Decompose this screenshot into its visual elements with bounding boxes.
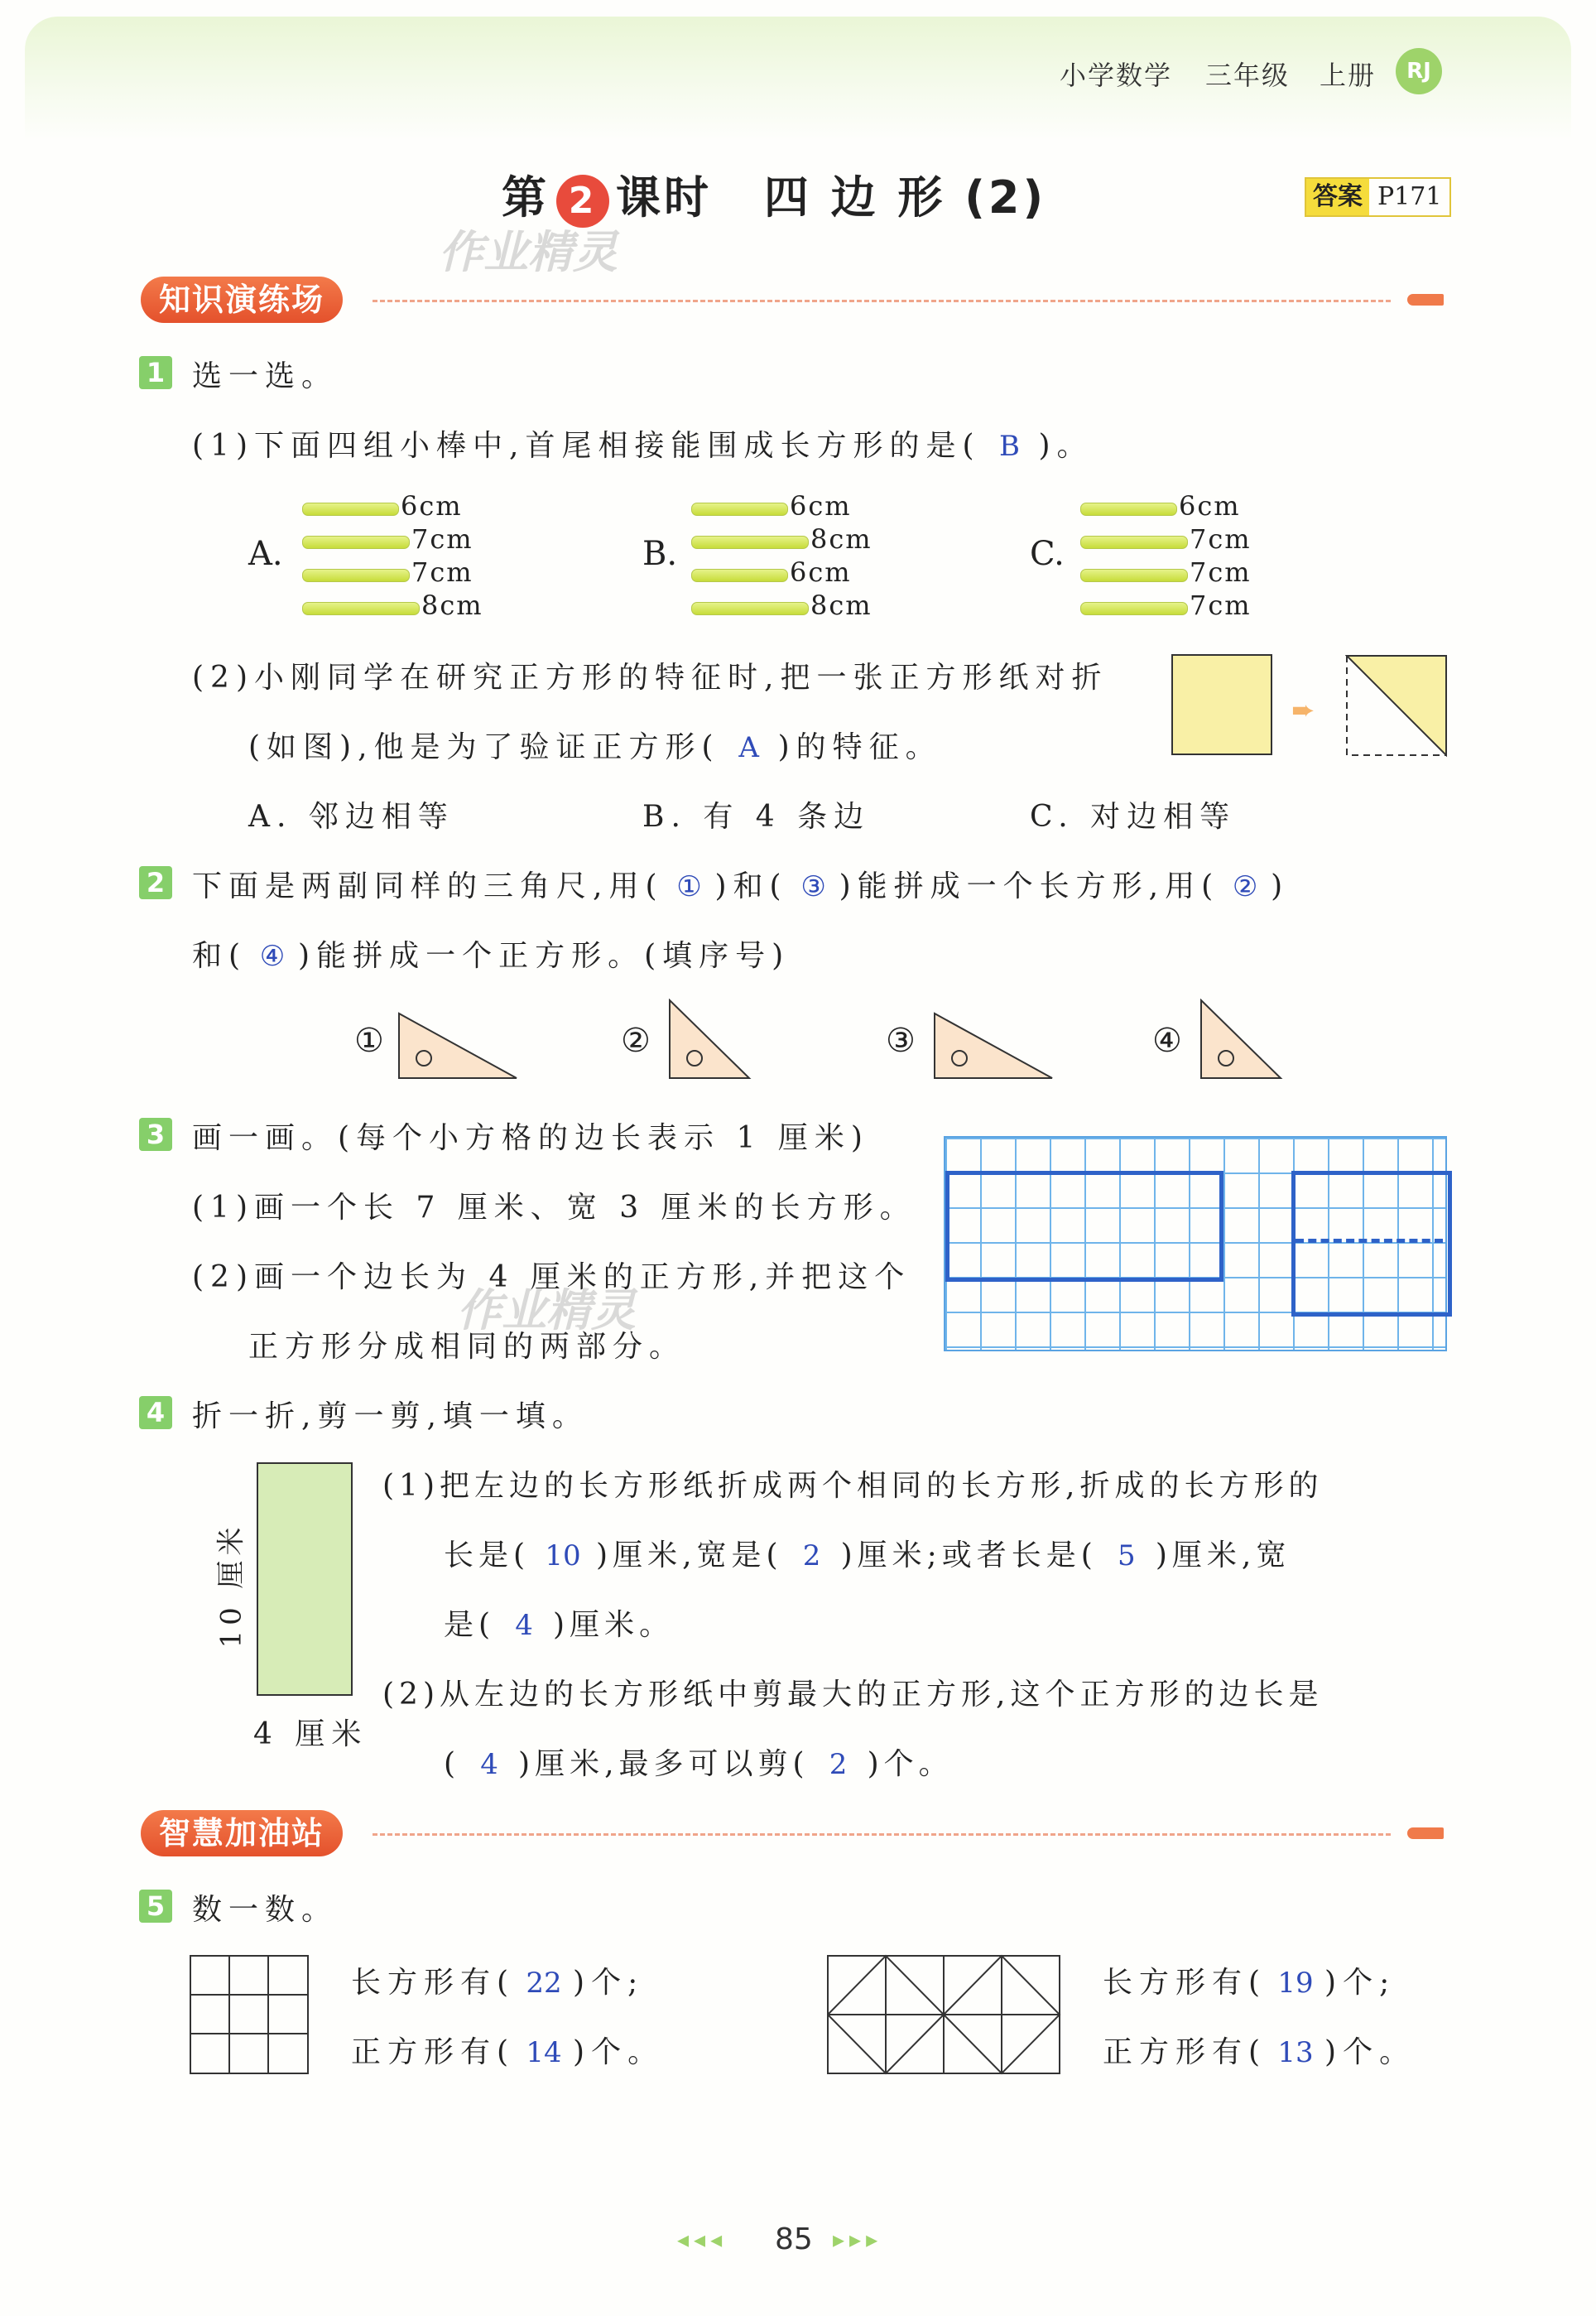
drawn-square — [1291, 1171, 1452, 1317]
answer-value: A — [738, 731, 759, 764]
stick-length: 7cm — [1190, 523, 1252, 555]
stick-length: 7cm — [411, 523, 474, 555]
q4-part2-line2: ( 4 )厘米,最多可以剪( 2 )个。 — [444, 1747, 954, 1781]
option-label-b: B. — [642, 535, 678, 573]
q5-left-square: 正方形有( 14 )个。 — [351, 2035, 665, 2069]
answer-page: P171 — [1377, 182, 1442, 211]
triangle-label: ① — [354, 1022, 384, 1060]
answer-value: 2 — [829, 1748, 848, 1781]
side-length-label-wrap — [207, 1522, 257, 1649]
answer-value: 4 — [515, 1609, 533, 1642]
triangle-label: ② — [621, 1022, 651, 1060]
stick-length: 8cm — [421, 590, 483, 621]
choice-a: A. 邻边相等 — [248, 800, 454, 834]
question-number: 4 — [139, 1396, 172, 1429]
q3-stem: 画一画。(每个小方格的边长表示 1 厘米) — [192, 1121, 869, 1155]
section-tab-bonus: 智慧加油站 — [141, 1810, 343, 1856]
right-arrows-icon: ▸▸▸ — [833, 2226, 883, 2253]
q2-line2: 和( ④ )能拼成一个正方形。(填序号) — [192, 939, 791, 973]
stick-length: 6cm — [790, 556, 852, 588]
section-divider — [373, 1833, 1391, 1836]
pencil-icon — [1407, 294, 1444, 306]
question-number: 1 — [139, 356, 172, 389]
square-paper — [1171, 654, 1272, 755]
choice-c: C. 对边相等 — [1030, 800, 1237, 834]
triangle-ruler-4 — [1198, 999, 1284, 1081]
edition-badge: RJ — [1396, 48, 1442, 94]
q4-part1-line3: 是( 4 )厘米。 — [444, 1608, 675, 1642]
bottom-length-label: 4 厘米 — [253, 1717, 368, 1751]
stick — [691, 503, 788, 516]
watermark-mid: 作业精灵 — [457, 1284, 636, 1336]
answer-label: 答案 — [1306, 179, 1369, 215]
answer-value: 2 — [802, 1539, 821, 1572]
choice-b: B. 有 4 条边 — [642, 800, 871, 834]
stick-length: 7cm — [411, 556, 474, 588]
watermark-top: 作业精灵 — [439, 226, 618, 278]
q5-stem: 数一数。 — [192, 1893, 339, 1927]
q2-line1: 下面是两副同样的三角尺,用( ① )和( ③ )能拼成一个长方形,用( ② ) — [192, 869, 1290, 903]
q1-part1: (1)下面四组小棒中,首尾相接能围成长方形的是( B )。 — [192, 429, 1094, 463]
stick-length: 7cm — [1190, 590, 1252, 621]
side-length-label: 10 厘米 — [214, 1522, 248, 1649]
stick-length: 6cm — [401, 490, 463, 522]
stick — [1080, 569, 1188, 582]
answer-value: 19 — [1277, 1967, 1314, 2000]
q5-right-square: 正方形有( 13 )个。 — [1103, 2035, 1416, 2069]
stick-length: 7cm — [1190, 556, 1252, 588]
answer-value: 22 — [526, 1967, 562, 2000]
q5-left-rect: 长方形有( 22 )个; — [351, 1966, 645, 2000]
pencil-icon — [1407, 1827, 1444, 1839]
stick — [1080, 536, 1188, 549]
lesson-number: 2 — [556, 175, 609, 228]
q3-part1: (1)画一个长 7 厘米、宽 3 厘米的长方形。 — [192, 1191, 916, 1225]
triangle-ruler-3 — [931, 1012, 1055, 1081]
stick — [302, 503, 399, 516]
page-number: 85 — [775, 2222, 813, 2256]
answer-value: 10 — [545, 1539, 581, 1572]
answer-value: B — [998, 430, 1020, 463]
q4-part1-line1: (1)把左边的长方形纸折成两个相同的长方形,折成的长方形的 — [382, 1469, 1324, 1503]
section-tab-practice: 知识演练场 — [141, 277, 343, 323]
q1-stem: 选一选。 — [192, 359, 339, 393]
q1-part2-line2: (如图),他是为了验证正方形( A )的特征。 — [248, 730, 942, 764]
stick — [691, 569, 788, 582]
triangle-ruler-1 — [396, 1012, 520, 1081]
grid-3x3-figure — [189, 1954, 310, 2075]
stick — [691, 602, 809, 615]
answer-value: ④ — [259, 940, 286, 973]
stick-length: 6cm — [1179, 490, 1241, 522]
stick — [302, 536, 410, 549]
answer-value: 5 — [1118, 1539, 1136, 1572]
stick-length: 8cm — [810, 590, 873, 621]
stick — [691, 536, 809, 549]
stick — [302, 569, 410, 582]
triangle-label: ③ — [886, 1022, 916, 1060]
q4-part1-line2: 长是( 10 )厘米,宽是( 2 )厘米;或者长是( 5 )厘米,宽 — [444, 1538, 1291, 1572]
stick — [1080, 602, 1188, 615]
drawn-rectangle — [945, 1171, 1223, 1282]
folded-triangle — [1345, 654, 1448, 757]
question-number: 3 — [139, 1118, 172, 1151]
square-divider — [1296, 1239, 1443, 1243]
q3-part2-line2: 正方形分成相同的两部分。 — [248, 1330, 686, 1364]
section-divider — [373, 300, 1391, 302]
answer-reference[interactable] — [1305, 177, 1451, 217]
paper-strip — [257, 1462, 353, 1696]
question-number: 2 — [139, 866, 172, 899]
title-prefix: 第 — [502, 171, 550, 224]
answer-value: ② — [1232, 870, 1258, 903]
left-arrows-icon: ◂◂◂ — [677, 2226, 728, 2253]
answer-value: 4 — [480, 1748, 498, 1781]
triangle-ruler-2 — [666, 999, 752, 1081]
answer-value: 14 — [526, 2036, 562, 2069]
q5-right-rect: 长方形有( 19 )个; — [1103, 1966, 1396, 2000]
answer-value: 13 — [1277, 2036, 1314, 2069]
arrow-right-icon: ➨ — [1291, 694, 1315, 727]
header-volume: 上册 — [1320, 60, 1377, 91]
option-label-a: A. — [248, 535, 283, 573]
title-name: 四 边 形 (2) — [763, 171, 1047, 224]
header-grade: 三年级 — [1205, 60, 1291, 91]
q4-part2-line1: (2)从左边的长方形纸中剪最大的正方形,这个正方形的边长是 — [382, 1678, 1324, 1712]
stick-length: 8cm — [810, 523, 873, 555]
stick — [1080, 503, 1177, 516]
q3-part2-line1: (2)画一个边长为 4 厘米的正方形,并把这个 — [192, 1260, 911, 1294]
diamond-grid-figure — [826, 1954, 1061, 2075]
triangle-label: ④ — [1152, 1022, 1182, 1060]
title-suffix: 课时 — [616, 171, 712, 224]
question-number: 5 — [139, 1890, 172, 1923]
stick — [302, 602, 420, 615]
header-subject: 小学数学 — [1060, 60, 1173, 91]
q1-part2-line1: (2)小刚同学在研究正方形的特征时,把一张正方形纸对折 — [192, 661, 1108, 695]
answer-value: ① — [676, 870, 702, 903]
stick-length: 6cm — [790, 490, 852, 522]
option-label-c: C. — [1030, 535, 1065, 573]
q4-stem: 折一折,剪一剪,填一填。 — [192, 1399, 589, 1433]
answer-value: ③ — [800, 870, 826, 903]
